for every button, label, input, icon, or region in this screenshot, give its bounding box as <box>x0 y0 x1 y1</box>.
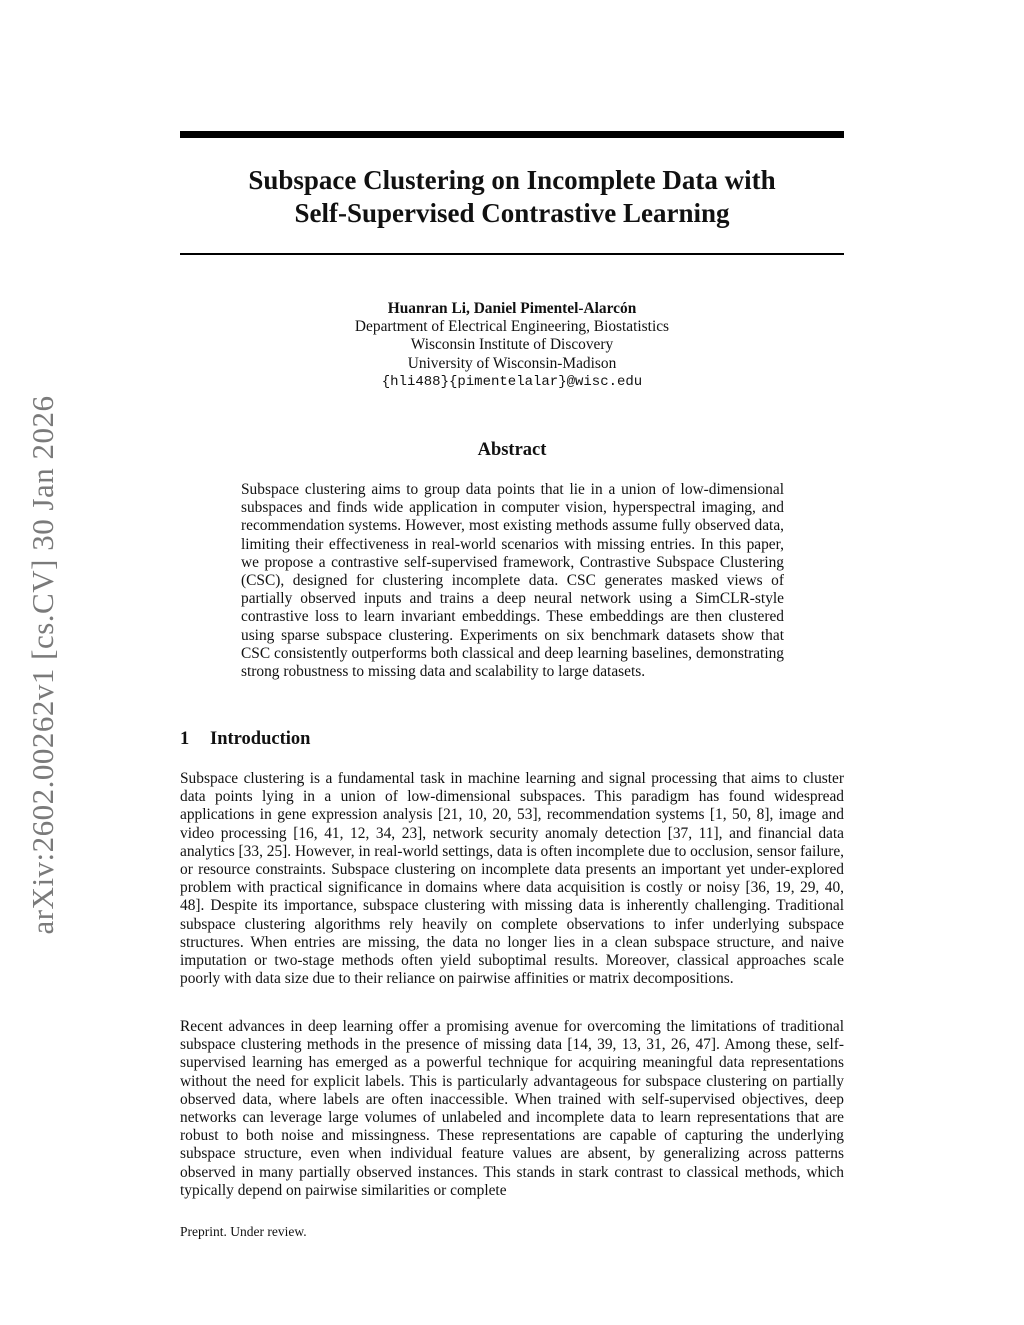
author-block <box>180 300 844 391</box>
preprint-footer: Preprint. Under review. <box>180 1224 307 1239</box>
title-line-1: Subspace Clustering on Incomplete Data with <box>248 165 776 195</box>
title-top-rule <box>180 131 844 138</box>
author-email[interactable]: {hli488}{pimentelalar}@wisc.edu <box>381 373 643 390</box>
arxiv-stamp[interactable]: arXiv:2602.00262v1 [cs.CV] 30 Jan 2026 <box>25 395 60 935</box>
affiliation-line-2: Wisconsin Institute of Discovery <box>410 336 614 354</box>
title-line-2: Self-Supervised Contrastive Learning <box>294 198 730 228</box>
paper-title <box>180 164 844 230</box>
intro-paragraph-1: Subspace clustering is a fundamental task in machine learning and signal processing that aims to cluster data points lying in a union of low-dimensional subspaces. This paradigm has found widespread applications in gene expression analysis [21, 10, 20, 53], recommendation systems [1, 50, 8], image and video processing [16, 41, 12, 34, 23], network security anomaly detection [37, 11], and financial data analytics [33, 25]. However, in real-world settings, data is often incomplete due to occlusion, sensor failure, or resource constraints. Subspace clustering on incomplete data presents an important yet under-explored problem with practical significance in domains where data acquisition is costly or noisy [36, 19, 29, 40, 48]. Despite its importance, subspace clustering with missing data is inherently challenging. Traditional subspace clustering algorithms rely heavily on complete observations to infer underlying subspace structures. When entries are missing, the data no longer lies in a clean subspace structure, and naive imputation or two-stage methods often yield suboptimal results. Moreover, classical approaches scale poorly with data size due to their reliance on pairwise affinities or matrix decompositions. <box>180 770 844 988</box>
affiliation-line-3: University of Wisconsin-Madison <box>407 354 617 372</box>
title-bottom-rule <box>180 253 844 255</box>
abstract-heading: Abstract <box>477 440 547 460</box>
section-title: Introduction <box>210 729 311 749</box>
author-names: Huanran Li, Daniel Pimentel-Alarcón <box>387 300 637 317</box>
section-number: 1 <box>180 729 190 749</box>
affiliation-line-1: Department of Electrical Engineering, Biostatistics <box>354 318 670 336</box>
abstract-text: Subspace clustering aims to group data points that lie in a union of low-dimensional subspaces and finds wide application in computer vision, hyperspectral imaging, and recommendation systems. However, most existing methods assume fully observed data, limiting their effectiveness in real-world scenarios with missing entries. In this paper, we propose a contrastive self-supervised framework, Contrastive Subspace Clustering (CSC), designed for clustering incomplete data. CSC generates masked views of partially observed inputs and trains a deep neural network using a SimCLR-style contrastive loss to learn invariant embeddings. These embeddings are then clustered using sparse subspace clustering. Experiments on six benchmark datasets show that CSC consistently outperforms both classical and deep learning baselines, demonstrating strong robustness to missing data and scalability to large datasets. <box>241 481 784 681</box>
section-heading-introduction <box>180 729 310 750</box>
intro-paragraph-2: Recent advances in deep learning offer a promising avenue for overcoming the limitations of traditional subspace clustering methods in the presence of missing data [14, 39, 13, 31, 26, 47]. Among these, self-supervised learning has emerged as a powerful technique for acquiring meaningful data representations without the need for explicit labels. This is particularly advantageous for subspace clustering on partially observed data, where labels are often inaccessible. When trained with self-supervised objectives, deep networks can leverage large volumes of unlabeled and incomplete data to learn representations that are robust to both noise and missingness. These representations are capable of capturing the underlying subspace structure, even when individual feature values are absent, by generalizing across patterns observed in many partially observed instances. This stands in stark contrast to classical methods, which typically depend on pairwise similarities or complete <box>180 1018 844 1199</box>
